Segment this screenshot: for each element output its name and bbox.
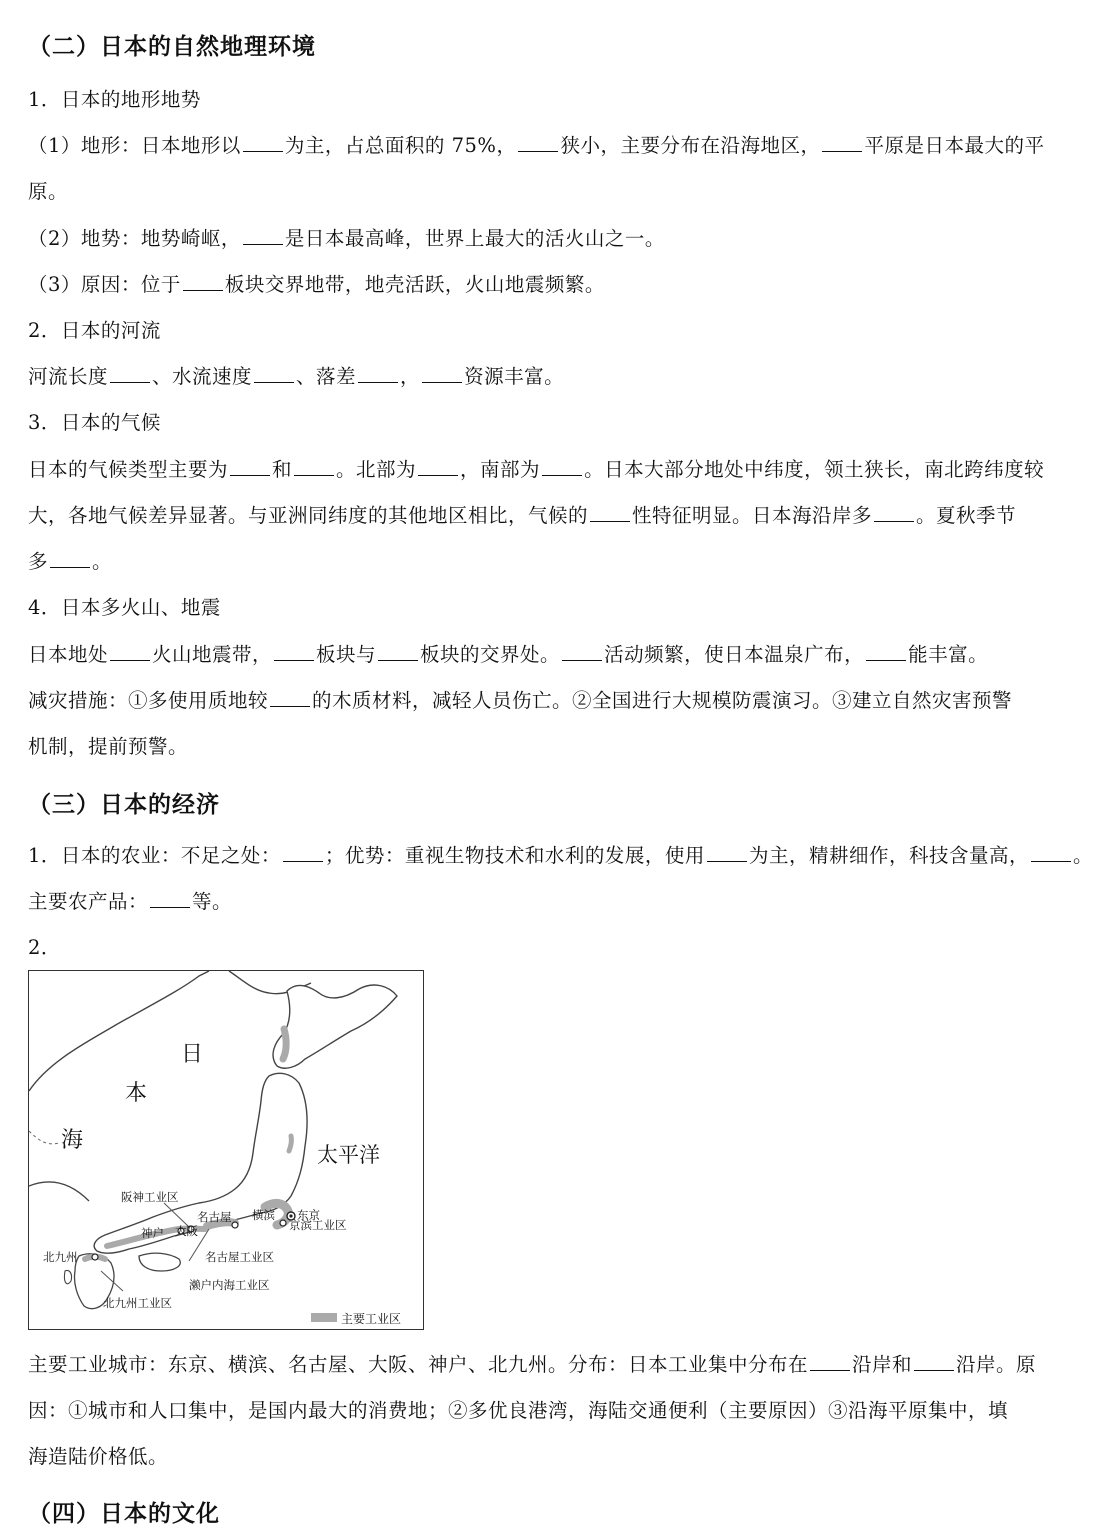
climate-line-2 — [28, 500, 1063, 528]
setouchi-label: 濑户内海工业区 — [189, 1278, 270, 1292]
text-segment: 的木质材料，减轻人员伤亡。②全国进行大规模防震演习。③建立自然灾害预警 — [312, 689, 1013, 712]
fill-blank[interactable] — [422, 364, 462, 383]
fill-blank[interactable] — [274, 642, 314, 661]
subheading-volcanoes: 4．日本多火山、地震 — [28, 596, 221, 619]
climate-line-1 — [28, 454, 1063, 482]
text-segment: 多 — [28, 550, 49, 573]
fill-blank[interactable] — [50, 549, 90, 568]
cause-line — [28, 269, 1063, 297]
text-segment: （2）地势：地势崎岖， — [28, 227, 241, 250]
terrain-line — [28, 130, 1063, 158]
fill-blank[interactable] — [874, 503, 914, 522]
fill-blank[interactable] — [183, 272, 223, 291]
fill-blank[interactable] — [542, 457, 582, 476]
text-segment: 。 — [1072, 844, 1093, 867]
text-segment: 为主，精耕细作，科技含量高， — [748, 844, 1029, 867]
text-segment: （1）地形：日本地形以 — [28, 134, 241, 157]
nagoya-marker — [232, 1222, 238, 1228]
subheading-rivers: 2．日本的河流 — [28, 319, 161, 342]
text-segment: 活动频繁，使日本温泉广布， — [604, 643, 865, 666]
text-segment: 狭小，主要分布在沿海地区， — [560, 134, 821, 157]
tohoku-industry — [289, 1136, 291, 1151]
text-segment: 沿岸和 — [852, 1353, 913, 1376]
fill-blank[interactable] — [270, 688, 310, 707]
disaster-line — [28, 685, 1063, 713]
text-segment: 资源丰富。 — [464, 365, 565, 388]
text-segment: 大，各地气候差异显著。与亚洲同纬度的其他地区相比，气候的 — [28, 504, 589, 527]
text-segment: 能丰富。 — [908, 643, 989, 666]
fill-blank[interactable] — [590, 503, 630, 522]
fill-blank[interactable] — [707, 843, 747, 862]
relief-line — [28, 223, 1063, 251]
sea-label-1: 日 — [181, 1042, 204, 1067]
fill-blank[interactable] — [283, 843, 323, 862]
text-segment: 为主，占总面积的 75%， — [284, 134, 517, 157]
nagoya-city-label: 名古屋 — [197, 1210, 232, 1224]
fill-blank[interactable] — [418, 457, 458, 476]
shikoku — [139, 1253, 180, 1271]
islet — [64, 1270, 71, 1283]
text-segment: 板块与 — [316, 643, 377, 666]
text-segment: 板块的交界处。 — [420, 643, 561, 666]
keihin-label: 京滨工业区 — [289, 1218, 347, 1232]
fill-blank[interactable] — [110, 364, 150, 383]
fill-blank[interactable] — [914, 1352, 954, 1371]
legend-swatch — [311, 1313, 337, 1322]
agriculture-line — [28, 840, 1093, 868]
text-segment: 河流长度 — [28, 365, 109, 388]
text-segment: 。夏秋季节 — [916, 504, 1017, 527]
text-segment: ，南部为 — [460, 458, 541, 481]
fill-blank[interactable] — [866, 642, 906, 661]
text-segment: 减灾措施：①多使用质地较 — [28, 689, 269, 712]
kobe-label: 神户 — [141, 1226, 164, 1240]
hokkaido — [273, 985, 397, 1068]
section-title-culture: （四）日本的文化 — [28, 1501, 220, 1527]
border-dashed — [29, 1131, 59, 1144]
fill-blank[interactable] — [243, 226, 283, 245]
rivers-line — [28, 361, 1063, 389]
fill-blank[interactable] — [110, 642, 150, 661]
text-segment: 板块交界地带，地壳活跃，火山地震频繁。 — [224, 273, 605, 296]
text-segment: 沿岸。原 — [956, 1353, 1037, 1376]
text-segment: 。 — [92, 550, 113, 573]
item-2-label: 2． — [28, 936, 61, 959]
fill-blank[interactable] — [150, 889, 190, 908]
text-segment: ；优势：重视生物技术和水利的发展，使用 — [324, 844, 705, 867]
text-segment: 主要农产品： — [28, 890, 149, 913]
sea-label-2: 本 — [125, 1081, 148, 1106]
fill-blank[interactable] — [822, 133, 862, 152]
text-segment: 、水流速度 — [152, 365, 253, 388]
fill-blank[interactable] — [1031, 843, 1071, 862]
fill-blank[interactable] — [358, 364, 398, 383]
subheading-climate: 3．日本的气候 — [28, 411, 161, 434]
japan-industry-map — [28, 970, 424, 1330]
nagoya-zone-label: 名古屋工业区 — [205, 1250, 274, 1264]
text-segment: 。日本大部分地处中纬度，领土狭长，南北跨纬度较 — [584, 458, 1045, 481]
fill-blank[interactable] — [243, 133, 283, 152]
text-segment: 火山地震带， — [152, 643, 273, 666]
text-segment: 日本的气候类型主要为 — [28, 458, 229, 481]
hanshin-label: 阪神工业区 — [121, 1190, 179, 1204]
osaka-label: 大阪 — [175, 1224, 198, 1238]
fill-blank[interactable] — [294, 457, 334, 476]
text-segment: 等。 — [192, 890, 233, 913]
section-title-natural-geography: （二）日本的自然地理环境 — [28, 34, 316, 60]
tokyo-label: 东京 — [297, 1208, 320, 1222]
industry-line-3: 海造陆价格低。 — [28, 1445, 169, 1468]
section-title-economy: （三）日本的经济 — [28, 792, 220, 818]
text-segment: 、落差 — [296, 365, 357, 388]
fill-blank[interactable] — [378, 642, 418, 661]
text-segment: 。北部为 — [336, 458, 417, 481]
text-segment: （3）原因：位于 — [28, 273, 181, 296]
kitakyushu-marker — [92, 1254, 98, 1260]
legend-label: 主要工业区 — [341, 1312, 402, 1326]
text-segment: 主要工业城市：东京、横滨、名古屋、大阪、神户、北九州。分布：日本工业集中分布在 — [28, 1353, 809, 1376]
fill-blank[interactable] — [518, 133, 558, 152]
yokohama-marker — [280, 1220, 286, 1226]
yokohama-label: 横滨 — [252, 1208, 275, 1222]
text-segment: 平原是日本最大的平 — [864, 134, 1045, 157]
products-line — [28, 886, 1063, 914]
continent-coast-1 — [29, 971, 209, 1091]
climate-line-3 — [28, 546, 1063, 574]
text-segment: 是日本最高峰，世界上最大的活火山之一。 — [284, 227, 665, 250]
fill-blank[interactable] — [810, 1352, 850, 1371]
hokkaido-industry — [283, 1029, 286, 1059]
text-segment: ， — [400, 365, 421, 388]
korea-coast — [29, 1182, 89, 1201]
text-segment: 1．日本的农业：不足之处： — [28, 844, 281, 867]
disaster-line-cont: 机制，提前预警。 — [28, 735, 189, 758]
subheading-terrain: 1．日本的地形地势 — [28, 88, 201, 111]
fill-blank[interactable] — [562, 642, 602, 661]
fill-blank[interactable] — [230, 457, 270, 476]
text-segment: 和 — [272, 458, 293, 481]
industry-line-1 — [28, 1349, 1063, 1377]
sea-label-3: 海 — [61, 1128, 84, 1153]
text-segment: 日本地处 — [28, 643, 109, 666]
industry-line-2: 因：①城市和人口集中，是国内最大的消费地；②多优良港湾，海陆交通便利（主要原因）③沿海平原集中，填 — [28, 1399, 1009, 1422]
fill-blank[interactable] — [254, 364, 294, 383]
text-segment: 性特征明显。日本海沿岸多 — [632, 504, 873, 527]
kitakyushu-city-label: 北九州 — [43, 1250, 78, 1264]
kitakyushu-zone-label: 北九州工业区 — [103, 1296, 172, 1310]
volcano-line — [28, 639, 1063, 667]
ocean-label: 太平洋 — [317, 1143, 380, 1167]
terrain-line-cont: 原。 — [28, 180, 69, 203]
